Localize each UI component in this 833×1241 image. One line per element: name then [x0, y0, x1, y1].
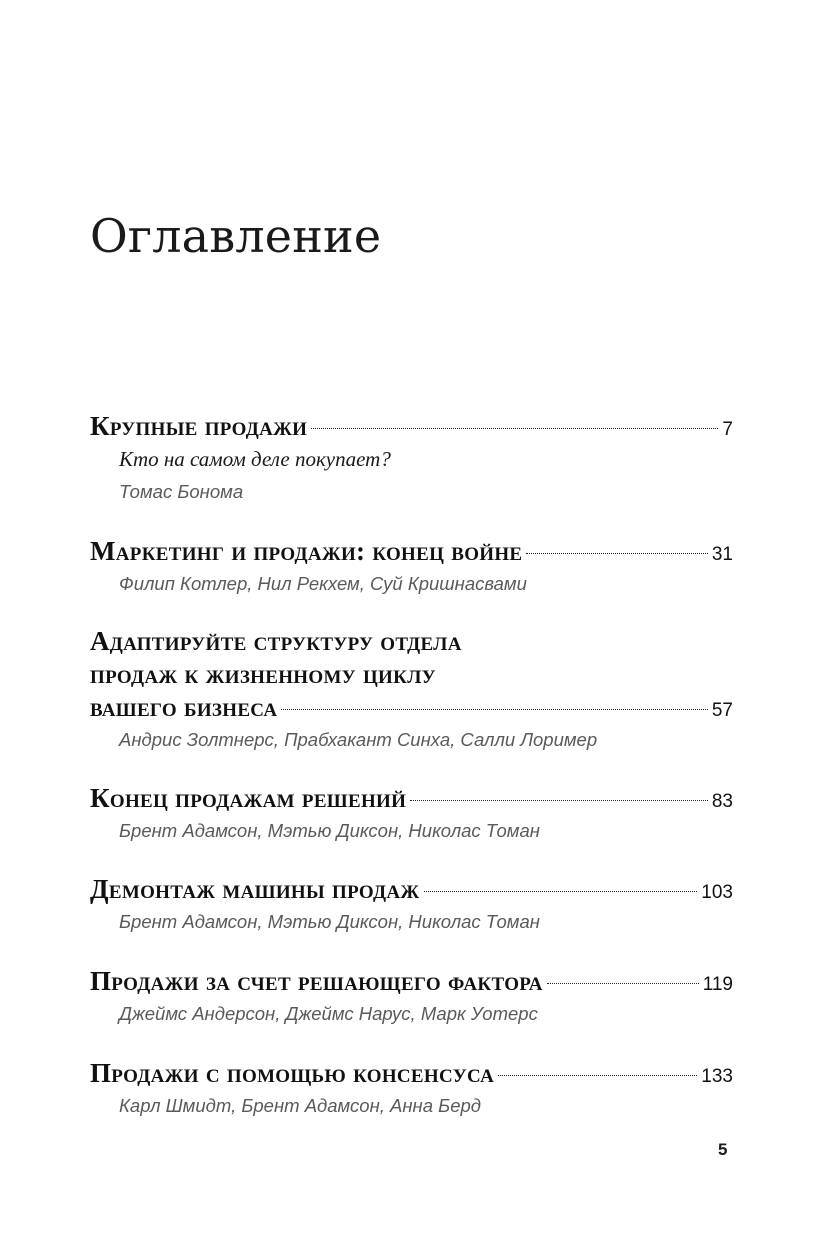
toc-entry-title-line: [90, 965, 733, 998]
page-number: 5: [718, 1140, 728, 1159]
toc-entry[interactable]: [90, 1057, 733, 1122]
dot-leader: [547, 983, 699, 984]
toc-entry-authors: Брент Адамсон, Мэтью Диксон, Николас Томан: [119, 820, 540, 841]
toc-entry-title: вашего бизнеса: [90, 692, 278, 722]
toc-entry-title: Продажи с помощью консенсуса: [90, 1058, 495, 1088]
toc-entry-authors: Джеймс Андерсон, Джеймс Нарус, Марк Уотерс: [119, 1003, 538, 1024]
dot-leader: [410, 800, 708, 801]
toc-entry-title-line: [90, 1057, 733, 1090]
toc-entry-title: Крупные продажи: [90, 411, 308, 441]
toc-entry-page: 7: [722, 419, 733, 440]
toc-entry-title-line: [90, 658, 733, 691]
toc-entry-subtitle: Кто на самом деле покупает?: [119, 447, 391, 471]
toc-entry-title-line: [90, 873, 733, 906]
toc-entry-title-line: [90, 625, 733, 658]
toc-entry-title: Адаптируйте структуру отдела: [90, 626, 462, 656]
dot-leader: [424, 891, 698, 892]
dot-leader: [281, 709, 707, 710]
toc-entry-page: 133: [701, 1066, 733, 1087]
toc-entry-authors: Андрис Золтнерс, Прабхакант Синха, Салли Лоример: [119, 729, 598, 750]
toc-entry-authors: Карл Шмидт, Брент Адамсон, Анна Берд: [119, 1095, 482, 1116]
toc-entry-title-line: [90, 782, 733, 815]
toc-entry[interactable]: [90, 410, 733, 508]
toc-entry-title: Конец продажам решений: [90, 783, 407, 813]
toc-entry[interactable]: [90, 965, 733, 1030]
toc-entry-page: 103: [701, 882, 733, 903]
toc-entry-title-line: [90, 535, 733, 568]
toc-entry[interactable]: [90, 873, 733, 938]
toc-entry[interactable]: [90, 625, 733, 756]
toc-entry-page: 31: [711, 544, 733, 565]
toc-entry-authors: Филип Котлер, Нил Рекхем, Суй Кришнасвами: [119, 573, 527, 594]
dot-leader: [526, 553, 707, 554]
toc-entry-page: 119: [702, 974, 733, 995]
toc-entry-authors: Томас Бонома: [119, 481, 244, 502]
toc-entry-title-line: [90, 410, 733, 443]
toc-entry[interactable]: [90, 782, 733, 847]
toc-entry-title: Маркетинг и продажи: конец войне: [90, 536, 523, 566]
toc-entry-authors: Брент Адамсон, Мэтью Диксон, Николас Томан: [119, 911, 540, 932]
toc-entry[interactable]: [90, 535, 733, 600]
toc-entry-page: 83: [711, 791, 733, 812]
toc-entry-page: 57: [711, 700, 733, 721]
dot-leader: [311, 428, 718, 429]
toc-entry-title: Продажи за счет решающего фактора: [90, 966, 543, 996]
dot-leader: [498, 1075, 697, 1076]
page-title: Оглавление: [90, 208, 382, 263]
toc-entry-title: продаж к жизненному циклу: [90, 659, 436, 689]
toc-entry-title-line: [90, 691, 733, 724]
toc-entry-title: Демонтаж машины продаж: [90, 874, 420, 904]
